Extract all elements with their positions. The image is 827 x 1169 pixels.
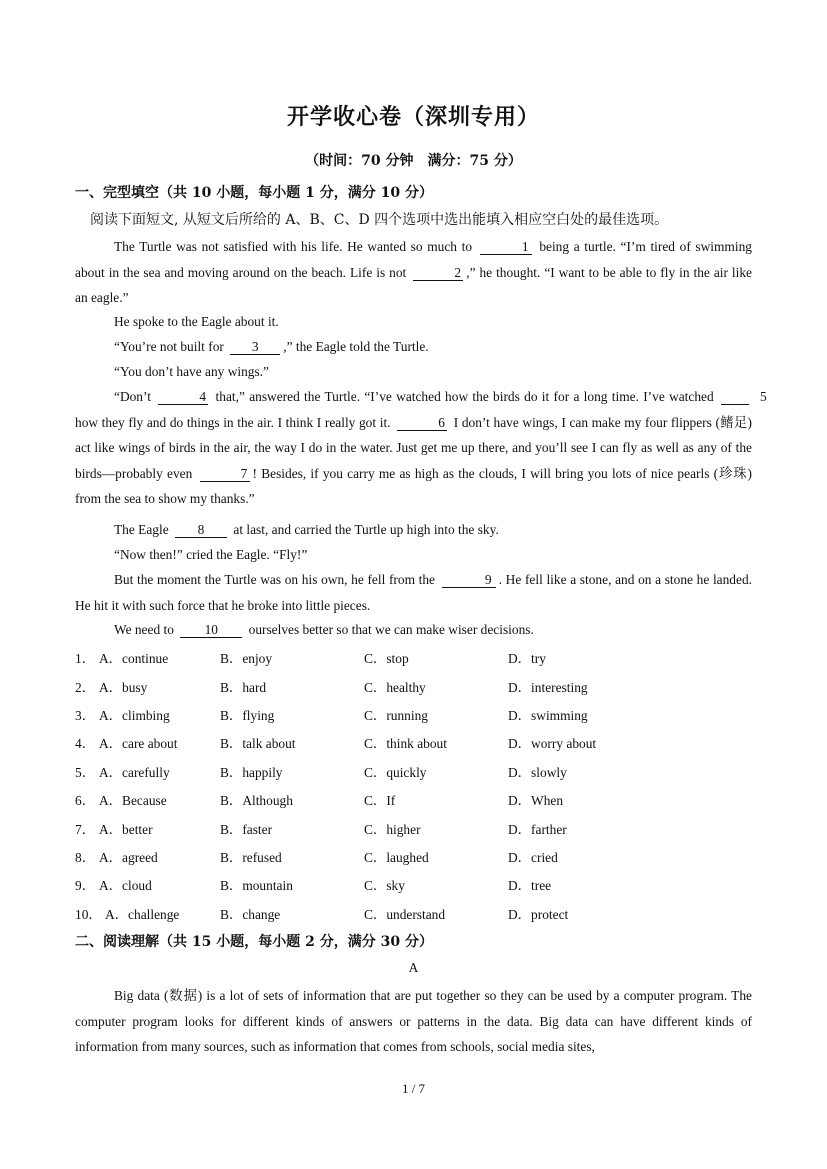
section1-instruction: 阅读下面短文, 从短文后所给的 A、B、C、D 四个选项中选出能填入相应空白处的最佳选项。 xyxy=(90,212,669,228)
passage-paragraph-7: “Now then!” cried the Eagle. “Fly!” xyxy=(114,547,308,562)
option-d[interactable]: D．protect xyxy=(508,907,569,922)
blank-1: 1 xyxy=(480,239,532,255)
option-b[interactable]: B．talk about xyxy=(220,736,296,751)
option-b[interactable]: B．hard xyxy=(220,680,267,695)
option-a[interactable]: A．Because xyxy=(99,793,167,808)
option-b[interactable]: B．faster xyxy=(220,822,273,837)
option-a[interactable]: A．challenge xyxy=(105,907,180,922)
option-c[interactable]: C．sky xyxy=(364,878,405,893)
blank-7: 7 xyxy=(200,466,250,482)
passage-paragraph-5: “Don’t 4 that,” answered the Turtle. “I’ve watched how the birds do it for a long time. I’ve watched 5 how they fly and do things in the air. I think I really got it. 6 I don’t have wings, I can make my four flippers (鳍足) act like wings of birds in the air, the way I do in the water. Just get me up there, and you’ll see I can fly as well as any of the birds—probably even 7 ! Besides, if you carry me as high as the clouds, I will bring you lots of nice pearls (珍珠) from the sea to show my thanks.” xyxy=(75,389,767,506)
passage-paragraph-4: “You don’t have any wings.” xyxy=(114,364,269,379)
question-row: 7． A．better B．faster C．higher D．farther xyxy=(75,819,695,839)
exam-time-score: （时间：70 分钟 满分：75 分） xyxy=(305,153,522,169)
blank-9: 9 xyxy=(442,572,496,588)
blank-6: 6 xyxy=(397,415,447,431)
reading-paragraph: Big data (数据) is a lot of sets of information that are put together so they can be used by a computer program. The computer program looks for different kinds of answers or patterns in the data. Big data can have different kinds of information from many sources, such as information that comes from schools, social media sites, xyxy=(75,988,752,1054)
question-row: 8． A．agreed B．refused C．laughed D．cried xyxy=(75,847,695,867)
option-c[interactable]: C．higher xyxy=(364,822,421,837)
option-d[interactable]: D．worry about xyxy=(508,736,597,751)
option-a[interactable]: A．continue xyxy=(99,651,169,666)
section1-heading: 一、完型填空（共 10 小题，每小题 1 分，满分 10 分） xyxy=(75,185,433,201)
option-d[interactable]: D．farther xyxy=(508,822,567,837)
blank-8: 8 xyxy=(175,522,227,538)
passage-paragraph-1: The Turtle was not satisfied with his life. He wanted so much to 1 being a turtle. “I’m tired of swimming about in the sea and moving around on the beach. Life is not 2 ,” he thought. “I want to be able to fly in the air like an eagle.” xyxy=(75,239,752,305)
blank-5: 5 xyxy=(721,389,749,405)
passage-label: A xyxy=(408,960,419,975)
page-number: 1 / 7 xyxy=(401,1081,426,1096)
option-c[interactable]: C．think about xyxy=(364,736,447,751)
blank-2: 2 xyxy=(413,265,463,281)
question-row: 9． A．cloud B．mountain C．sky D．tree xyxy=(75,875,695,895)
option-d[interactable]: D．When xyxy=(508,793,564,808)
blank-10: 10 xyxy=(180,622,242,638)
passage-paragraph-6: The Eagle 8 at last, and carried the Turtle up high into the sky. xyxy=(114,522,499,537)
passage-paragraph-3: “You’re not built for 3 ,” the Eagle told the Turtle. xyxy=(114,339,429,354)
option-d[interactable]: D．tree xyxy=(508,878,552,893)
option-b[interactable]: B．enjoy xyxy=(220,651,273,666)
option-b[interactable]: B．refused xyxy=(220,850,282,865)
option-a[interactable]: A．carefully xyxy=(99,765,170,780)
question-row: 10． A．challenge B．change C．understand D．protect xyxy=(75,904,695,924)
option-c[interactable]: C．laughed xyxy=(364,850,429,865)
option-c[interactable]: C．quickly xyxy=(364,765,427,780)
option-d[interactable]: D．interesting xyxy=(508,680,588,695)
option-b[interactable]: B．change xyxy=(220,907,281,922)
option-d[interactable]: D．cried xyxy=(508,850,558,865)
option-d[interactable]: D．slowly xyxy=(508,765,567,780)
option-c[interactable]: C．running xyxy=(364,708,428,723)
option-a[interactable]: A．climbing xyxy=(99,708,170,723)
option-a[interactable]: A．agreed xyxy=(99,850,158,865)
option-b[interactable]: B．Although xyxy=(220,793,293,808)
option-a[interactable]: A．better xyxy=(99,822,153,837)
option-b[interactable]: B．happily xyxy=(220,765,283,780)
option-c[interactable]: C．If xyxy=(364,793,396,808)
question-row: 5． A．carefully B．happily C．quickly D．slowly xyxy=(75,762,695,782)
blank-3: 3 xyxy=(230,339,280,355)
question-row: 4． A．care about B．talk about C．think about D．worry about xyxy=(75,733,695,753)
question-row: 6． A．Because B．Although C．If D．When xyxy=(75,790,695,810)
option-b[interactable]: B．flying xyxy=(220,708,275,723)
option-a[interactable]: A．care about xyxy=(99,736,178,751)
passage-paragraph-9: We need to 10 ourselves better so that we can make wiser decisions. xyxy=(114,622,534,637)
question-row: 3． A．climbing B．flying C．running D．swimming xyxy=(75,705,695,725)
passage-paragraph-2: He spoke to the Eagle about it. xyxy=(114,314,279,329)
option-d[interactable]: D．swimming xyxy=(508,708,588,723)
blank-4: 4 xyxy=(158,389,208,405)
option-d[interactable]: D．try xyxy=(508,651,546,666)
option-a[interactable]: A．busy xyxy=(99,680,148,695)
question-row: 2． A．busy B．hard C．healthy D．interesting xyxy=(75,677,695,697)
page-title: 开学收心卷（深圳专用） xyxy=(286,104,540,130)
option-b[interactable]: B．mountain xyxy=(220,878,293,893)
option-a[interactable]: A．cloud xyxy=(99,878,152,893)
option-c[interactable]: C．healthy xyxy=(364,680,426,695)
option-c[interactable]: C．stop xyxy=(364,651,409,666)
option-c[interactable]: C．understand xyxy=(364,907,446,922)
section2-heading: 二、阅读理解（共 15 小题，每小题 2 分，满分 30 分） xyxy=(75,934,433,950)
question-row: 1． A．continue B．enjoy C．stop D．try xyxy=(75,648,695,668)
passage-paragraph-8: But the moment the Turtle was on his own, he fell from the 9 . He fell like a stone, and on a stone he landed. He hit it with such force that he broke into little pieces. xyxy=(75,572,752,613)
